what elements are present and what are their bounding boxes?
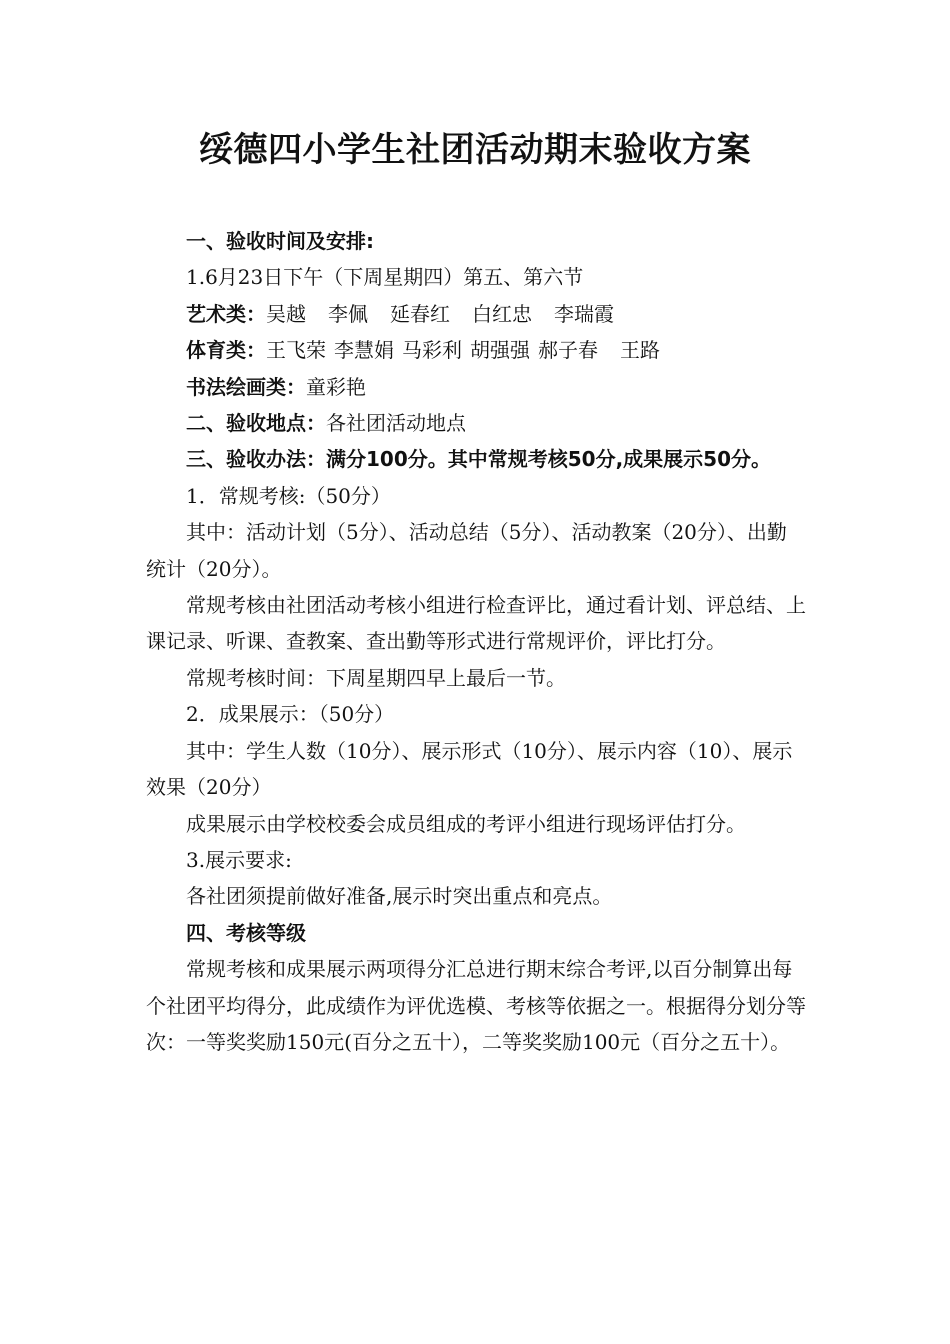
arts-name: 李瑞霞 <box>554 301 614 326</box>
calligraphy-category-label: 书法绘画类： <box>186 374 306 399</box>
sports-name: 王路 <box>620 338 660 363</box>
sports-name: 李慧娟 <box>334 338 394 363</box>
calligraphy-category-line <box>146 369 806 405</box>
sports-name: 胡强强 <box>470 338 530 363</box>
arts-name: 延春红 <box>390 301 450 326</box>
document-body <box>146 223 806 1060</box>
arts-name: 李佩 <box>328 301 368 326</box>
calligraphy-name: 童彩艳 <box>306 374 366 399</box>
arts-name: 吴越 <box>266 301 306 326</box>
sports-name: 马彩利 <box>402 338 462 363</box>
arts-category-label: 艺术类： <box>186 301 266 326</box>
section-4-text: 常规考核和成果展示两项得分汇总进行期末综合考评,以百分制算出每个社团平均得分，此成绩作为评优选模、考核等依据之一。根据得分划分等次：一等奖奖励150元(百分之五十），二等奖奖励100元（百分之五十）。 <box>146 957 806 1054</box>
routine-description: 常规考核由社团活动考核小组进行检查评比，通过看计划、评总结、上课记录、听课、查教案、查出勤等形式进行常规评价，评比打分。 <box>146 593 806 654</box>
arts-category-line <box>146 296 806 332</box>
routine-breakdown: 其中：活动计划（5分）、活动总结（5分）、活动教案（20分）、出勤统计（20分）。 <box>146 520 787 581</box>
section-2-heading: 二、验收地点： <box>186 411 326 436</box>
section-2-text: 各社团活动地点 <box>326 411 466 436</box>
section-4-heading: 四、考核等级 <box>186 920 306 945</box>
requirements-title: 3.展示要求: <box>186 847 292 872</box>
showcase-title: 2．成果展示：（50分） <box>186 702 395 727</box>
routine-time: 常规考核时间：下周星期四早上最后一节。 <box>186 665 566 690</box>
showcase-breakdown: 其中：学生人数（10分）、展示形式（10分）、展示内容（10）、展示效果（20分） <box>146 738 793 800</box>
arts-name: 白红忠 <box>472 301 532 326</box>
document-title: 绥德四小学生社团活动期末验收方案 <box>199 130 751 170</box>
sports-category-label: 体育类： <box>186 338 266 363</box>
requirements-text: 各社团须提前做好准备,展示时突出重点和亮点。 <box>186 884 613 909</box>
showcase-description: 成果展示由学校校委会成员组成的考评小组进行现场评估打分。 <box>186 811 746 836</box>
acceptance-time: 1.6月23日下午（下周星期四）第五、第六节 <box>186 265 584 290</box>
sports-name: 王飞荣 <box>266 338 326 363</box>
section-3-heading: 三、验收办法：满分100分。其中常规考核50分,成果展示50分。 <box>186 447 772 472</box>
section-1-heading: 一、验收时间及安排: <box>186 229 374 253</box>
sports-category-line <box>146 332 806 368</box>
sports-name: 郝子春 <box>538 338 598 363</box>
routine-title: 1．常规考核:（50分） <box>186 483 391 508</box>
section-2-line <box>146 405 806 441</box>
